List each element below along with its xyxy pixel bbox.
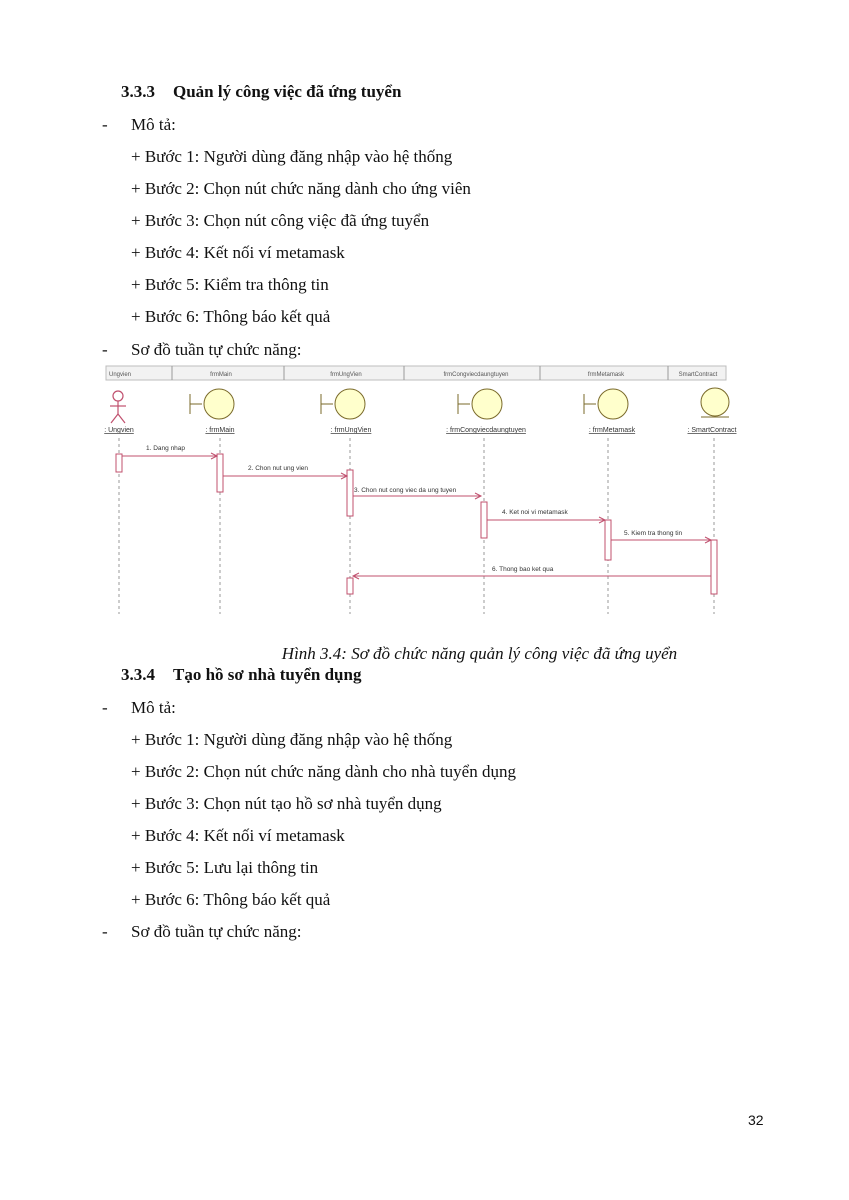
sequence-diagram — [104, 366, 737, 614]
message-label: 1. Dang nhap — [146, 445, 186, 452]
section-number: 3.3.3 — [121, 82, 155, 101]
boundary-icon — [458, 389, 502, 419]
step-item: + Bước 2: Chọn nút chức năng dành cho ứng viên — [131, 179, 471, 198]
lifeline-name: : frmMetamask — [588, 427, 636, 434]
diagram-header-bar — [106, 366, 726, 380]
description-label: Mô tả: — [131, 698, 176, 717]
entity-icon — [701, 388, 729, 417]
step-item: + Bước 6: Thông báo kết quả — [131, 890, 331, 909]
message-label: 4. Ket noi vi metamask — [502, 509, 568, 516]
step-item: + Bước 1: Người dùng đăng nhập vào hệ thống — [131, 730, 453, 749]
header-label: SmartContract — [678, 372, 718, 378]
step-item: + Bước 5: Lưu lại thông tin — [131, 858, 319, 877]
section-title: Tạo hồ sơ nhà tuyển dụng — [173, 665, 362, 684]
diagram-label: Sơ đồ tuần tự chức năng: — [131, 340, 302, 359]
lifeline-name: : frmUngVien — [330, 427, 372, 434]
list-dash: - — [102, 115, 108, 134]
step-item: + Bước 3: Chọn nút tạo hồ sơ nhà tuyển dụng — [131, 794, 442, 813]
activation-bars — [116, 454, 717, 594]
boundary-icons — [190, 389, 628, 419]
sequence-diagram-svg — [104, 366, 737, 614]
lifeline-name: : frmMain — [205, 427, 235, 434]
actor-icon — [110, 391, 126, 423]
list-dash: - — [102, 698, 108, 717]
header-label: frmCongviecdaungtuyen — [443, 372, 509, 378]
lifeline-name: : frmCongviecdaungtuyen — [446, 427, 526, 434]
lifelines — [119, 438, 714, 614]
message-label: 6. Thong bao ket qua — [492, 566, 554, 573]
header-label: frmMetamask — [587, 372, 625, 378]
boundary-icon — [190, 389, 234, 419]
list-dash: - — [102, 340, 108, 359]
section-number: 3.3.4 — [121, 665, 155, 684]
description-label: Mô tả: — [131, 115, 176, 134]
header-label: frmMain — [210, 372, 232, 378]
lifeline-name: : Ungvien — [104, 427, 134, 434]
diagram-label: Sơ đồ tuần tự chức năng: — [131, 922, 302, 941]
section-heading-3-3-4 — [121, 665, 361, 685]
section-heading-3-3-3 — [121, 82, 401, 102]
list-dash: - — [102, 922, 108, 941]
step-item: + Bước 4: Kết nối ví metamask — [131, 243, 345, 262]
step-item: + Bước 1: Người dùng đăng nhập vào hệ thống — [131, 147, 453, 166]
figure-caption: Hình 3.4: Sơ đồ chức năng quản lý công việc đã ứng uyển — [281, 644, 678, 663]
section-title: Quản lý công việc đã ứng tuyển — [173, 82, 402, 101]
header-label: frmUngVien — [330, 372, 362, 378]
boundary-icon — [321, 389, 365, 419]
lifeline-name: : SmartContract — [687, 427, 737, 434]
message-label: 2. Chon nut ung vien — [248, 465, 308, 472]
message-label: 5. Kiem tra thong tin — [624, 530, 683, 537]
step-item: + Bước 6: Thông báo kết quả — [131, 307, 331, 326]
boundary-icon — [584, 389, 628, 419]
message-arrows — [122, 453, 711, 579]
header-label: Ungvien — [108, 372, 132, 378]
page-number: 32 — [748, 1112, 764, 1128]
message-label: 3. Chon nut cong viec da ung tuyen — [354, 487, 457, 494]
step-item: + Bước 3: Chọn nút công việc đã ứng tuyển — [131, 211, 430, 230]
step-item: + Bước 2: Chọn nút chức năng dành cho nhà tuyển dụng — [131, 762, 516, 781]
step-item: + Bước 4: Kết nối ví metamask — [131, 826, 345, 845]
step-item: + Bước 5: Kiểm tra thông tin — [131, 275, 329, 294]
